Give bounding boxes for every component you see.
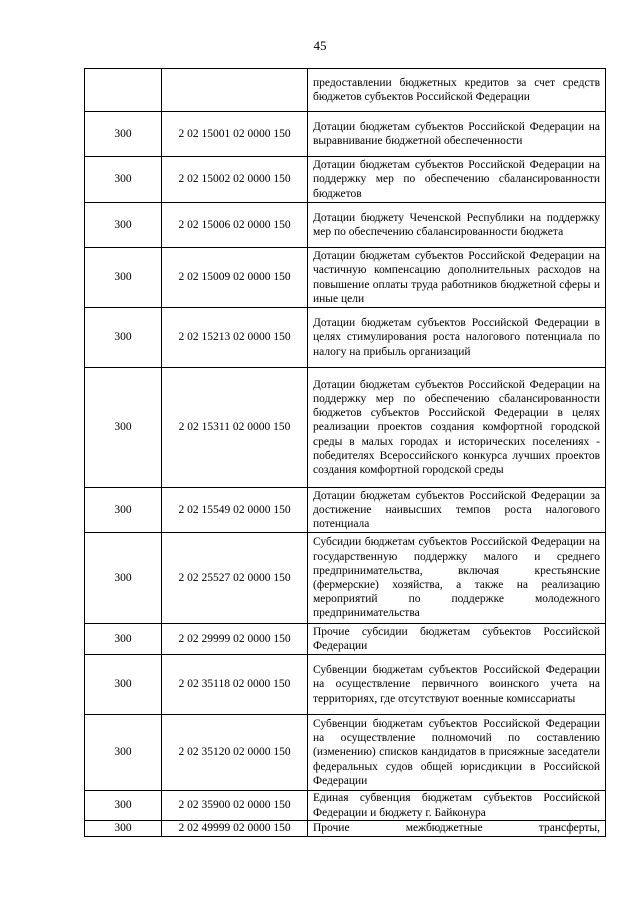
admin-code-cell: 300 [85,715,162,791]
description-cell: Дотации бюджетам субъектов Российской Федерации за достижение наивысших темпов роста налогового потенциала [308,488,606,533]
description-cell: Единая субвенция бюджетам субъектов Российской Федерации и бюджету г. Байконура [308,791,606,821]
budget-code-cell: 2 02 15001 02 0000 150 [162,112,308,157]
description-cell: Дотации бюджетам субъектов Российской Федерации на поддержку мер по обеспечению сбалансированности бюджетов субъектов Российской Федерации в целях реализации проектов создания комфортной городской среды в малых городах и исторических поселениях - победителях Всероссийского конкурса лучших проектов создания комфортной городской среды [308,368,606,488]
admin-code-cell: 300 [85,821,162,837]
description-cell: Дотации бюджету Чеченской Республики на поддержку мер по обеспечению сбалансированности бюджета [308,203,606,248]
admin-code-cell: 300 [85,368,162,488]
budget-code-cell: 2 02 35900 02 0000 150 [162,791,308,821]
admin-code-cell: 300 [85,533,162,624]
budget-code-cell [162,69,308,112]
table-row [85,791,606,821]
page-number: 45 [313,38,327,53]
table-row [85,157,606,203]
budget-code-cell: 2 02 15549 02 0000 150 [162,488,308,533]
table-body [85,69,606,837]
budget-code-cell: 2 02 15006 02 0000 150 [162,203,308,248]
description-cell: Дотации бюджетам субъектов Российской Федерации на частичную компенсацию дополнительных расходов на повышение оплаты труда работников бюджетной сферы и иные цели [308,248,606,308]
admin-code-cell: 300 [85,488,162,533]
budget-code-cell: 2 02 49999 02 0000 150 [162,821,308,837]
description-cell: Субвенции бюджетам субъектов Российской Федерации на осуществление первичного воинского учета на территориях, где отсутствуют военные комиссариаты [308,655,606,715]
description-cell: предоставлении бюджетных кредитов за счет средств бюджетов субъектов Российской Федерации [308,69,606,112]
admin-code-cell: 300 [85,624,162,655]
table-row [85,533,606,624]
admin-code-cell: 300 [85,308,162,368]
budget-code-cell: 2 02 29999 02 0000 150 [162,624,308,655]
admin-code-cell: 300 [85,791,162,821]
table-row [85,655,606,715]
admin-code-cell: 300 [85,248,162,308]
description-cell: Прочие субсидии бюджетам субъектов Российской Федерации [308,624,606,655]
table-row [85,248,606,308]
table-row [85,112,606,157]
budget-code-cell: 2 02 25527 02 0000 150 [162,533,308,624]
table-row [85,368,606,488]
admin-code-cell: 300 [85,203,162,248]
budget-code-cell: 2 02 35120 02 0000 150 [162,715,308,791]
table-row [85,715,606,791]
budget-code-cell: 2 02 15002 02 0000 150 [162,157,308,203]
table-row [85,203,606,248]
budget-codes-table [84,68,606,837]
table-row [85,488,606,533]
admin-code-cell: 300 [85,655,162,715]
budget-code-cell: 2 02 35118 02 0000 150 [162,655,308,715]
description-cell: Дотации бюджетам субъектов Российской Федерации в целях стимулирования роста налогового потенциала по налогу на прибыль организаций [308,308,606,368]
table-row [85,69,606,112]
table-row [85,624,606,655]
budget-code-cell: 2 02 15311 02 0000 150 [162,368,308,488]
description-cell: Прочие межбюджетные трансферты, [308,821,606,837]
description-cell: Субсидии бюджетам субъектов Российской Федерации на государственную поддержку малого и среднего предпринимательства, включая крестьянские (фермерские) хозяйства, а также на реализацию мероприятий по поддержке молодежного предпринимательства [308,533,606,624]
admin-code-cell [85,69,162,112]
admin-code-cell: 300 [85,157,162,203]
budget-code-cell: 2 02 15009 02 0000 150 [162,248,308,308]
admin-code-cell: 300 [85,112,162,157]
description-cell: Субвенции бюджетам субъектов Российской Федерации на осуществление полномочий по составлению (изменению) списков кандидатов в присяжные заседатели федеральных судов общей юрисдикции в Российской Федерации [308,715,606,791]
table-row [85,308,606,368]
description-cell: Дотации бюджетам субъектов Российской Федерации на поддержку мер по обеспечению сбалансированности бюджетов [308,157,606,203]
budget-code-cell: 2 02 15213 02 0000 150 [162,308,308,368]
table-row [85,821,606,837]
description-cell: Дотации бюджетам субъектов Российской Федерации на выравнивание бюджетной обеспеченности [308,112,606,157]
